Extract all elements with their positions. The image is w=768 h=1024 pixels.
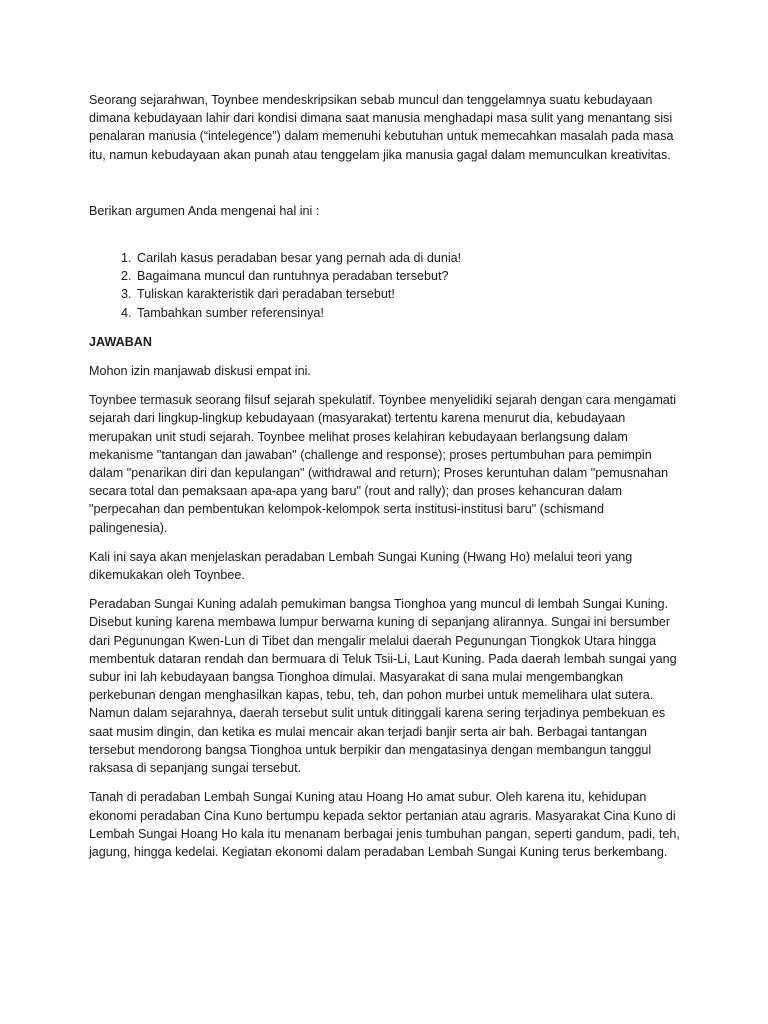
question-item: 3. Tuliskan karakteristik dari peradaban tersebut! [135,285,685,303]
question-item: 2. Bagaimana muncul dan runtuhnya peradaban tersebut? [135,267,685,285]
question-item: 1. Carilah kasus peradaban besar yang pernah ada di dunia! [135,249,685,267]
document-page [89,91,685,861]
answer-heading: JAWABAN [89,334,152,349]
spacer [89,164,685,202]
question-list [89,249,685,322]
answer-paragraph: Mohon izin manjawab diskusi empat ini. [89,364,311,379]
answer-paragraph: Tanah di peradaban Lembah Sungai Kuning atau Hoang Ho amat subur. Oleh karena itu, kehidupan ekonomi peradaban Cina Kuno bertumpu kepada sektor pertanian atau agraris. Masyarakat Cina Kuno di Lembah Sungai Hoang Ho kala itu menanam berbagai jenis tumbuhan pangan, seperti gandum, padi, teh, jagung, hingga kedelai. Kegiatan ekonomi dalam peradaban Lembah Sungai Kuning terus berkembang. [89,790,680,859]
prompt-text: Berikan argumen Anda mengenai hal ini : [89,203,320,218]
answer-paragraph: Peradaban Sungai Kuning adalah pemukiman bangsa Tionghoa yang muncul di lembah Sungai Kuning. Disebut kuning karena membawa lumpur berwarna kuning di sepanjang alirannya. Sungai ini bersumber dari Pegunungan Kwen-Lun di Tibet dan mengalir melalui daerah Pegunungan Tiongkok Utara hingga membentuk dataran rendah dan bermuara di Teluk Tsii-Li, Laut Kuning. Pada daerah lembah sungai yang subur ini lah kebudayaan bangsa Tionghoa dimulai. Masyarakat di sana mulai mengembangkan perkebunan dengan menghasilkan kapas, tebu, teh, dan pohon murbei untuk memelihara ulat sutera. Namun dalam sejarahnya, daerah tersebut sulit untuk ditinggali karena sering terjadinya pembekuan es saat musim dingin, dan ketika es mulai mencair akan terjadi banjir serta air bah. Berbagai tantangan tersebut mendorong bangsa Tionghoa untuk berpikir dan mengatasinya dengan membangun tanggul raksasa di sepanjang sungai tersebut. [89,597,677,776]
spacer [89,220,685,249]
answer-paragraph: Kali ini saya akan menjelaskan peradaban Lembah Sungai Kuning (Hwang Ho) melalui teori yang dikemukakan oleh Toynbee. [89,549,633,583]
intro-paragraph: Seorang sejarahwan, Toynbee mendeskripsikan sebab muncul dan tenggelamnya suatu kebudayaan dimana kebudayaan lahir dari kondisi dimana saat manusia menghadapi masa sulit yang menantang sisi penalaran manusia (“intelegence”) dalam memenuhi kebutuhan untuk memecahkan masalah pada masa itu, namun kebudayaan akan punah atau tenggelam jika manusia gagal dalam memunculkan kreativitas. [89,93,674,162]
answer-paragraph: Toynbee termasuk seorang filsuf sejarah spekulatif. Toynbee menyelidiki sejarah dengan cara mengamati sejarah dari lingkup-lingkup kebudayaan (masyarakat) tertentu karena menurut dia, kebudayaan merupakan unit studi sejarah. Toynbee melihat proses kelahiran kebudayaan berlangsung dalam mekanisme "tantangan dan jawaban" (challenge and response); proses pertumbuhan para pemimpin dalam "penarikan diri dan kepulangan" (withdrawal and return); Proses keruntuhan dalam "pemusnahan secara total dan pemaksaan apa-apa yang baru" (rout and rally); dan proses kehancuran dalam "perpecahan dan pembentukan kelompok-kelompok serta institusi-institusi baru" (schismand palingenesia). [89,393,677,535]
question-item: 4. Tambahkan sumber referensinya! [135,304,685,322]
